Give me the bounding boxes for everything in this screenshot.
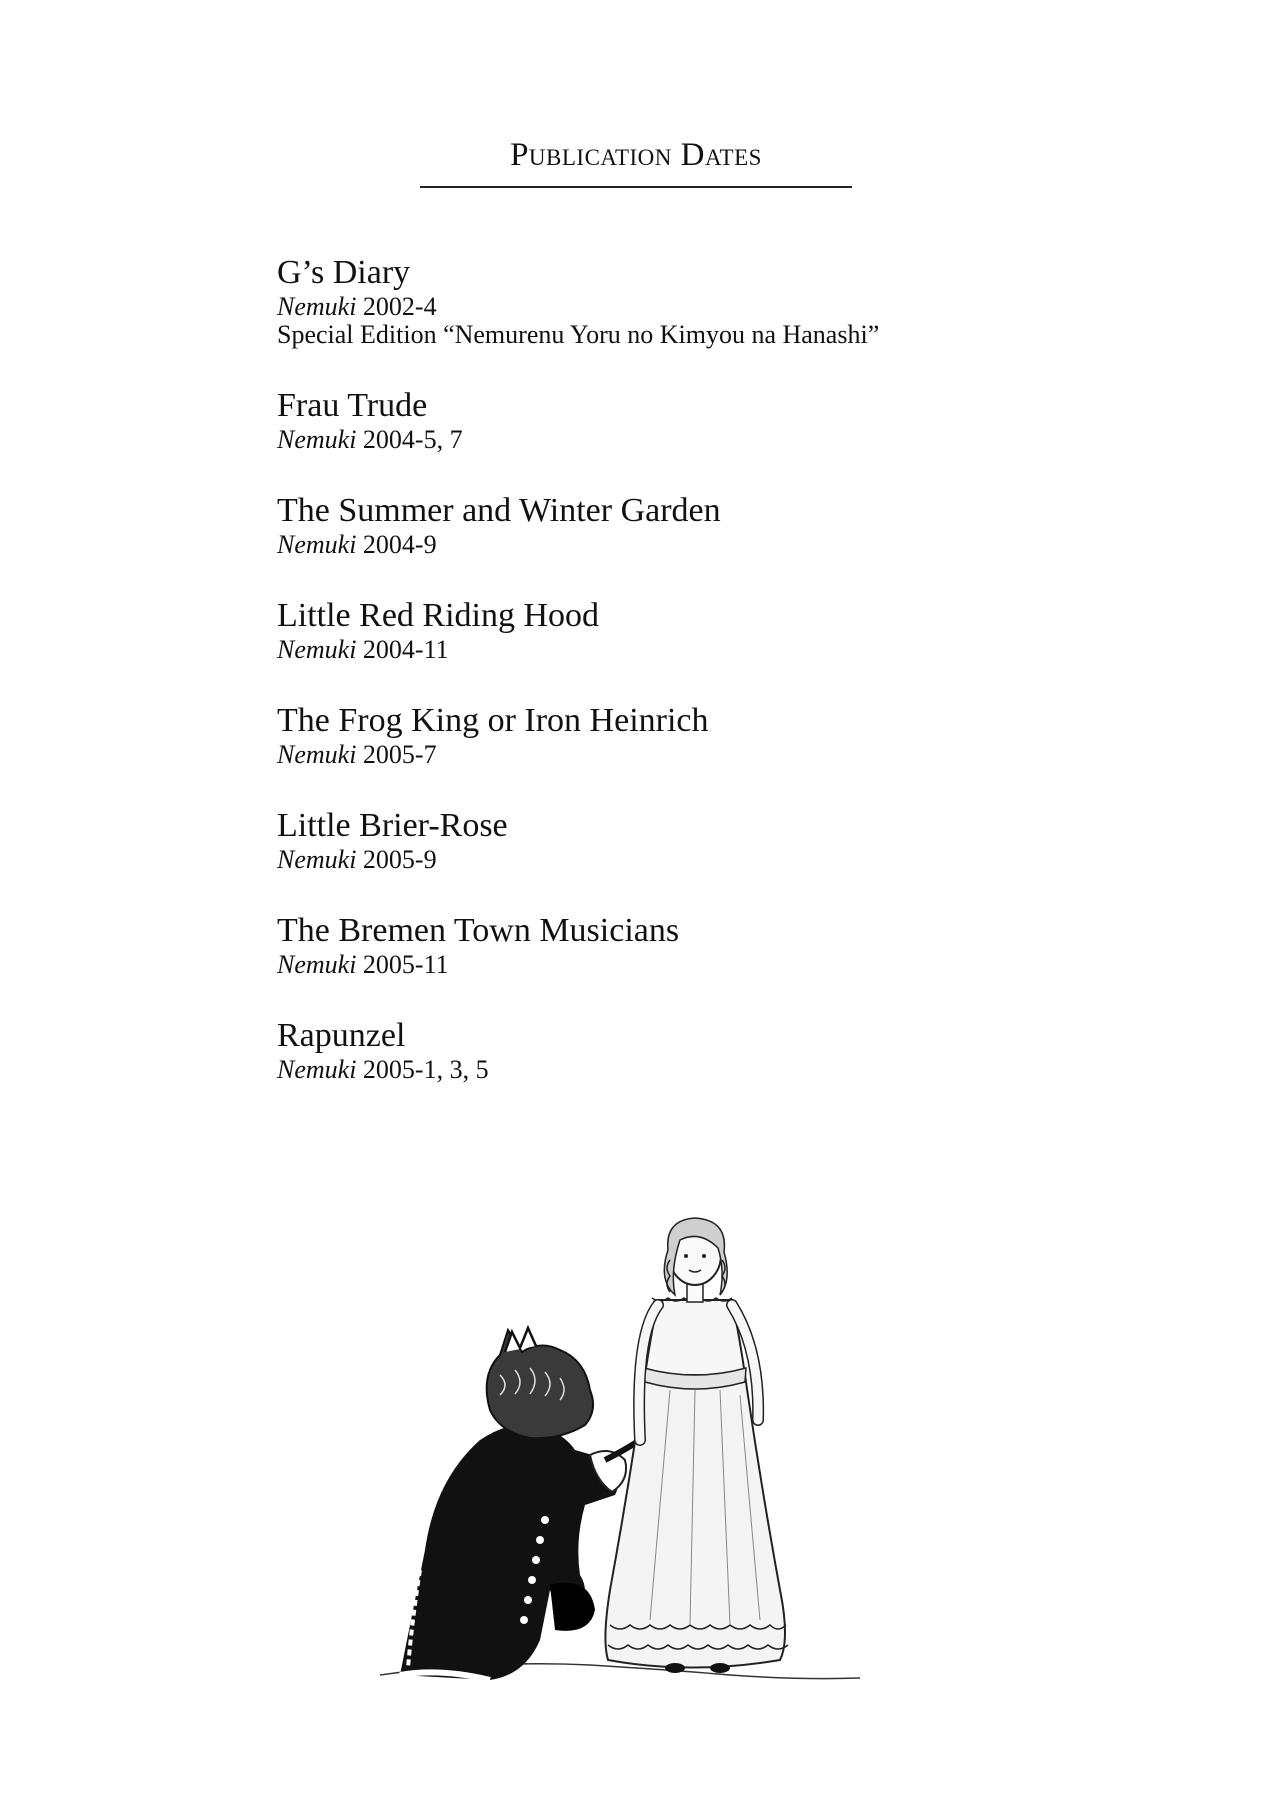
publication-entry: [277, 701, 1177, 769]
publication-info: [277, 293, 1177, 321]
publication-entry: [277, 491, 1177, 559]
publication-entry: [277, 253, 1177, 349]
publication-entry: [277, 596, 1177, 664]
publication-date: 2005-1, 3, 5: [362, 1055, 489, 1084]
magazine-name: Nemuki: [277, 635, 357, 664]
page-title: Publication Dates: [510, 137, 762, 173]
story-title: Little Red Riding Hood: [277, 597, 600, 634]
publication-info: [277, 951, 1177, 979]
publication-info: [277, 426, 1177, 454]
beast-kneeling-to-girl-illustration: [340, 1120, 900, 1700]
publication-date: 2005-7: [362, 740, 437, 769]
publication-date: 2004-11: [362, 635, 449, 664]
beast-head: [487, 1330, 593, 1438]
beast-robe: [400, 1424, 619, 1680]
publication-date: 2004-5, 7: [362, 425, 463, 454]
publication-date: 2004-9: [362, 530, 437, 559]
story-title: Rapunzel: [277, 1017, 406, 1054]
magazine-name: Nemuki: [277, 1055, 357, 1084]
publication-info: [277, 846, 1177, 874]
magazine-name: Nemuki: [277, 740, 357, 769]
story-title: The Frog King or Iron Heinrich: [277, 702, 709, 739]
publication-info: [277, 1056, 1177, 1084]
publication-entry: [277, 1016, 1177, 1084]
publication-date: 2005-9: [362, 845, 437, 874]
publication-entry: [277, 386, 1177, 454]
publication-date: 2005-11: [362, 950, 449, 979]
magazine-name: Nemuki: [277, 845, 357, 874]
magazine-name: Nemuki: [277, 530, 357, 559]
story-title: The Summer and Winter Garden: [277, 492, 721, 529]
story-title: G’s Diary: [277, 254, 411, 291]
title-underline: [420, 186, 852, 188]
magazine-name: Nemuki: [277, 292, 357, 321]
magazine-name: Nemuki: [277, 950, 357, 979]
publication-date: 2002-4: [362, 292, 437, 321]
publication-entry: [277, 806, 1177, 874]
publication-list: [277, 253, 1177, 1121]
publication-info: [277, 741, 1177, 769]
story-title: The Bremen Town Musicians: [277, 912, 680, 949]
publication-info: [277, 531, 1177, 559]
publication-entry: [277, 911, 1177, 979]
story-title: Frau Trude: [277, 387, 428, 424]
magazine-name: Nemuki: [277, 425, 357, 454]
story-title: Little Brier-Rose: [277, 807, 508, 844]
publication-note: Special Edition “Nemurenu Yoru no Kimyou na Hanashi”: [277, 320, 880, 349]
publication-info: [277, 636, 1177, 664]
